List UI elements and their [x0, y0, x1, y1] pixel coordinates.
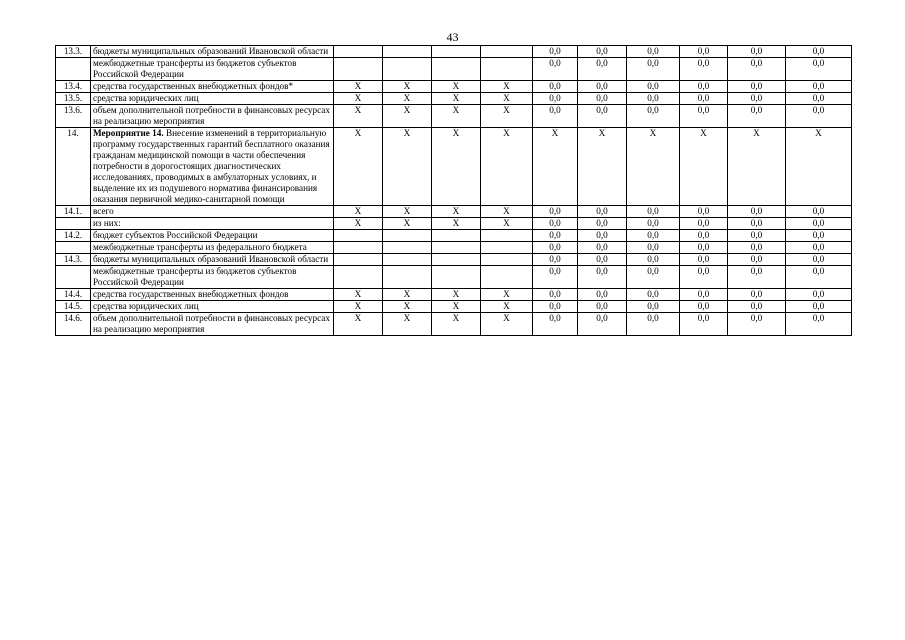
row-description — [91, 301, 334, 313]
value-cell: 0,0 — [728, 58, 786, 81]
value-cell: 0,0 — [627, 218, 680, 230]
value-cell: 0,0 — [627, 58, 680, 81]
value-cell: X — [627, 128, 680, 206]
table-row — [56, 313, 852, 336]
value-cell: 0,0 — [680, 313, 728, 336]
value-cell: 0,0 — [728, 105, 786, 128]
description-text: бюджет субъектов Российской Федерации — [93, 230, 258, 240]
value-cell: X — [383, 218, 432, 230]
value-cell: X — [432, 289, 481, 301]
value-cell: 0,0 — [627, 266, 680, 289]
measure-title: Мероприятие 14. — [93, 128, 164, 138]
table-row — [56, 254, 852, 266]
row-number: 14.3. — [56, 254, 91, 266]
description-text: межбюджетные трансферты из бюджетов субъектов Российской Федерации — [93, 58, 297, 79]
value-cell — [481, 266, 533, 289]
value-cell: 0,0 — [627, 301, 680, 313]
value-cell: X — [432, 105, 481, 128]
value-cell: 0,0 — [627, 46, 680, 58]
row-description — [91, 206, 334, 218]
value-cell — [432, 58, 481, 81]
value-cell: 0,0 — [728, 289, 786, 301]
description-text: межбюджетные трансферты из федерального бюджета — [93, 242, 307, 252]
value-cell: 0,0 — [627, 254, 680, 266]
value-cell: X — [383, 289, 432, 301]
row-description — [91, 58, 334, 81]
value-cell: X — [334, 81, 383, 93]
table-row — [56, 206, 852, 218]
value-cell: 0,0 — [533, 58, 578, 81]
value-cell — [334, 230, 383, 242]
value-cell — [334, 242, 383, 254]
value-cell: 0,0 — [533, 301, 578, 313]
value-cell: 0,0 — [627, 242, 680, 254]
value-cell — [334, 58, 383, 81]
value-cell: 0,0 — [728, 206, 786, 218]
value-cell: 0,0 — [627, 105, 680, 128]
value-cell: X — [334, 128, 383, 206]
value-cell — [481, 58, 533, 81]
row-description — [91, 93, 334, 105]
value-cell: X — [533, 128, 578, 206]
value-cell: 0,0 — [533, 105, 578, 128]
row-description — [91, 313, 334, 336]
value-cell: 0,0 — [786, 46, 852, 58]
value-cell: 0,0 — [786, 230, 852, 242]
value-cell: 0,0 — [680, 105, 728, 128]
value-cell: 0,0 — [533, 81, 578, 93]
page-number: 43 — [446, 30, 459, 44]
value-cell: 0,0 — [578, 218, 627, 230]
row-description — [91, 266, 334, 289]
value-cell: 0,0 — [680, 81, 728, 93]
value-cell: X — [383, 105, 432, 128]
value-cell: 0,0 — [680, 93, 728, 105]
row-description — [91, 230, 334, 242]
table-row — [56, 230, 852, 242]
value-cell: 0,0 — [786, 313, 852, 336]
value-cell: X — [383, 206, 432, 218]
value-cell: 0,0 — [533, 266, 578, 289]
value-cell — [383, 254, 432, 266]
value-cell: 0,0 — [680, 46, 728, 58]
value-cell: 0,0 — [786, 93, 852, 105]
value-cell: 0,0 — [786, 58, 852, 81]
value-cell: 0,0 — [786, 289, 852, 301]
value-cell: 0,0 — [680, 289, 728, 301]
value-cell: X — [383, 313, 432, 336]
table-row — [56, 301, 852, 313]
value-cell: X — [383, 301, 432, 313]
value-cell — [334, 46, 383, 58]
value-cell: X — [383, 93, 432, 105]
table-row — [56, 105, 852, 128]
row-description — [91, 128, 334, 206]
value-cell: 0,0 — [533, 254, 578, 266]
row-number: 13.4. — [56, 81, 91, 93]
value-cell: X — [334, 105, 383, 128]
row-number: 13.5. — [56, 93, 91, 105]
value-cell: 0,0 — [578, 266, 627, 289]
table-row — [56, 93, 852, 105]
value-cell: 0,0 — [627, 206, 680, 218]
value-cell: 0,0 — [786, 242, 852, 254]
table-row — [56, 81, 852, 93]
value-cell — [334, 266, 383, 289]
description-text: средства юридических лиц — [93, 93, 199, 103]
value-cell: 0,0 — [728, 218, 786, 230]
value-cell: X — [334, 313, 383, 336]
value-cell: 0,0 — [578, 230, 627, 242]
value-cell: 0,0 — [533, 93, 578, 105]
value-cell — [334, 254, 383, 266]
row-number: 14. — [56, 128, 91, 206]
value-cell: X — [728, 128, 786, 206]
description-text: объем дополнительной потребности в финансовых ресурсах на реализацию мероприятия — [93, 105, 330, 126]
value-cell: X — [432, 206, 481, 218]
description-text: всего — [93, 206, 114, 216]
description-text: бюджеты муниципальных образований Ивановской области — [93, 254, 329, 264]
value-cell — [481, 230, 533, 242]
value-cell: X — [432, 128, 481, 206]
value-cell: X — [432, 301, 481, 313]
table-row — [56, 218, 852, 230]
value-cell: 0,0 — [578, 242, 627, 254]
table-row — [56, 46, 852, 58]
value-cell — [432, 254, 481, 266]
value-cell: 0,0 — [533, 218, 578, 230]
value-cell: 0,0 — [728, 93, 786, 105]
value-cell: 0,0 — [680, 230, 728, 242]
row-number: 13.6. — [56, 105, 91, 128]
row-number — [56, 266, 91, 289]
value-cell: 0,0 — [578, 81, 627, 93]
financing-table — [55, 45, 852, 336]
value-cell: 0,0 — [627, 313, 680, 336]
value-cell: 0,0 — [786, 218, 852, 230]
value-cell: X — [481, 93, 533, 105]
value-cell: 0,0 — [680, 266, 728, 289]
value-cell: 0,0 — [533, 289, 578, 301]
value-cell: X — [481, 301, 533, 313]
table-row — [56, 58, 852, 81]
value-cell — [432, 230, 481, 242]
value-cell: 0,0 — [680, 242, 728, 254]
table-row — [56, 289, 852, 301]
description-text: межбюджетные трансферты из бюджетов субъектов Российской Федерации — [93, 266, 297, 287]
value-cell: 0,0 — [728, 313, 786, 336]
value-cell: 0,0 — [680, 218, 728, 230]
value-cell: X — [786, 128, 852, 206]
row-number: 14.1. — [56, 206, 91, 218]
value-cell — [481, 46, 533, 58]
value-cell: X — [432, 218, 481, 230]
value-cell: X — [481, 206, 533, 218]
value-cell: 0,0 — [627, 93, 680, 105]
description-text: средства государственных внебюджетных фондов* — [93, 81, 294, 91]
value-cell: 0,0 — [578, 301, 627, 313]
value-cell: 0,0 — [728, 230, 786, 242]
row-description — [91, 242, 334, 254]
value-cell: X — [481, 128, 533, 206]
value-cell: 0,0 — [578, 105, 627, 128]
table-row — [56, 128, 852, 206]
value-cell: 0,0 — [533, 230, 578, 242]
value-cell: 0,0 — [728, 301, 786, 313]
value-cell: X — [481, 105, 533, 128]
value-cell: X — [481, 313, 533, 336]
value-cell: 0,0 — [680, 301, 728, 313]
row-number — [56, 218, 91, 230]
value-cell: X — [481, 81, 533, 93]
value-cell: 0,0 — [578, 58, 627, 81]
value-cell: 0,0 — [627, 289, 680, 301]
value-cell: X — [383, 128, 432, 206]
row-description — [91, 289, 334, 301]
description-text: объем дополнительной потребности в финансовых ресурсах на реализацию мероприятия — [93, 313, 330, 334]
row-number: 14.4. — [56, 289, 91, 301]
value-cell: 0,0 — [533, 242, 578, 254]
value-cell — [481, 242, 533, 254]
value-cell: X — [432, 81, 481, 93]
value-cell: 0,0 — [728, 242, 786, 254]
value-cell: 0,0 — [578, 46, 627, 58]
row-description — [91, 105, 334, 128]
value-cell: 0,0 — [728, 266, 786, 289]
value-cell: 0,0 — [786, 266, 852, 289]
row-number — [56, 58, 91, 81]
value-cell: 0,0 — [680, 254, 728, 266]
value-cell: X — [481, 289, 533, 301]
value-cell: X — [334, 301, 383, 313]
value-cell: 0,0 — [680, 206, 728, 218]
value-cell: X — [334, 218, 383, 230]
value-cell: 0,0 — [578, 254, 627, 266]
value-cell: 0,0 — [786, 81, 852, 93]
value-cell: X — [432, 93, 481, 105]
row-number: 13.3. — [56, 46, 91, 58]
value-cell: 0,0 — [786, 301, 852, 313]
value-cell: 0,0 — [533, 313, 578, 336]
value-cell: 0,0 — [578, 289, 627, 301]
value-cell: 0,0 — [533, 206, 578, 218]
value-cell — [383, 58, 432, 81]
value-cell: 0,0 — [627, 81, 680, 93]
value-cell: 0,0 — [728, 81, 786, 93]
value-cell: X — [334, 206, 383, 218]
row-number: 14.5. — [56, 301, 91, 313]
row-description — [91, 81, 334, 93]
value-cell: 0,0 — [786, 254, 852, 266]
value-cell — [383, 230, 432, 242]
value-cell: 0,0 — [680, 58, 728, 81]
value-cell: X — [383, 81, 432, 93]
value-cell: 0,0 — [786, 206, 852, 218]
value-cell: X — [481, 218, 533, 230]
value-cell: X — [432, 313, 481, 336]
value-cell — [383, 266, 432, 289]
description-text: из них: — [93, 218, 121, 228]
table-row — [56, 266, 852, 289]
value-cell: X — [578, 128, 627, 206]
value-cell — [481, 254, 533, 266]
row-description — [91, 218, 334, 230]
description-text: средства государственных внебюджетных фондов — [93, 289, 289, 299]
value-cell: 0,0 — [578, 313, 627, 336]
description-text: средства юридических лиц — [93, 301, 199, 311]
value-cell: 0,0 — [786, 105, 852, 128]
row-description — [91, 46, 334, 58]
value-cell — [432, 46, 481, 58]
value-cell: 0,0 — [578, 206, 627, 218]
value-cell: 0,0 — [728, 254, 786, 266]
value-cell: 0,0 — [627, 230, 680, 242]
value-cell: X — [334, 93, 383, 105]
table-row — [56, 242, 852, 254]
row-number — [56, 242, 91, 254]
row-description — [91, 254, 334, 266]
value-cell: 0,0 — [728, 46, 786, 58]
value-cell — [432, 266, 481, 289]
value-cell — [432, 242, 481, 254]
value-cell — [383, 242, 432, 254]
value-cell: X — [680, 128, 728, 206]
row-number: 14.2. — [56, 230, 91, 242]
value-cell: 0,0 — [533, 46, 578, 58]
row-number: 14.6. — [56, 313, 91, 336]
value-cell: 0,0 — [578, 93, 627, 105]
description-text: бюджеты муниципальных образований Ивановской области — [93, 46, 329, 56]
value-cell: X — [334, 289, 383, 301]
description-text: Внесение изменений в территориальную программу государственных гарантий бесплатного оказания гражданам медицинской помощи в части обеспечения потребности в дорогостоящих диагностических исследованиях, проводимых в амбулаторных условиях, и выделение их из подушевого норматива финансирования оказания первичной медико-санитарной помощи — [93, 128, 330, 204]
value-cell — [383, 46, 432, 58]
